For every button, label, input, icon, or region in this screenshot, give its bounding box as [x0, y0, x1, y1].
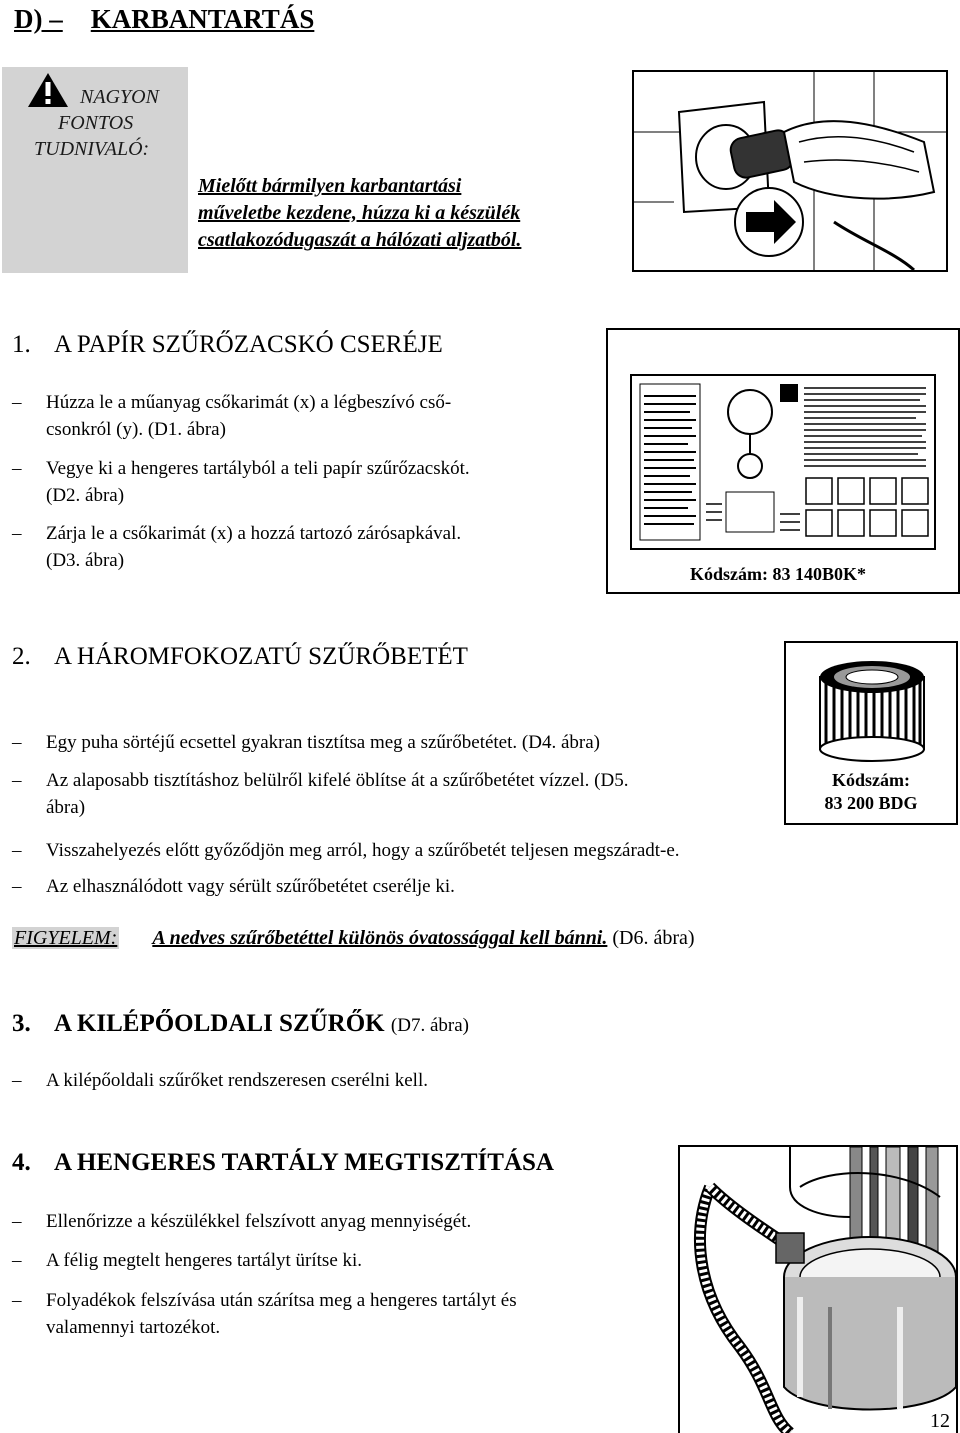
product-code: Kódszám: 83 140B0K*: [690, 564, 867, 584]
attention-line: [12, 927, 695, 950]
list-item: – Visszahelyezés előtt győződjön meg arról, hogy a szűrőbetét teljesen megszáradt-e.: [12, 837, 680, 864]
section-number: 3.: [12, 1010, 31, 1037]
attention-ref: (D6. ábra): [612, 927, 695, 949]
filter-cartridge-figure: [784, 641, 958, 825]
list-item: – A félig megtelt hengeres tartályt ürítse ki.: [12, 1247, 362, 1274]
list-item-line: Vegye ki a hengeres tartályból a teli papír szűrőzacskót.: [46, 458, 470, 479]
warning-triangle-icon: [26, 71, 70, 109]
section-1-heading: [12, 331, 443, 359]
heading-title: KARBANTARTÁS: [90, 4, 315, 34]
list-item-line: csonkról (y). (D1. ábra): [46, 419, 226, 440]
warning-body-line: Mielőtt bármilyen karbantartási: [198, 175, 462, 197]
tank-illustration: [678, 1145, 958, 1433]
vacuum-tank-icon: [680, 1147, 956, 1433]
warning-text: [188, 67, 598, 273]
warning-box: [2, 67, 188, 273]
warning-label-line: NAGYON: [80, 86, 159, 108]
section-number: 2.: [12, 643, 31, 670]
heading-letter: D) –: [14, 4, 63, 34]
section-ref: (D7. ábra): [390, 1015, 469, 1036]
warning-body-line: csatlakozódugaszát a hálózati aljzatból.: [198, 229, 522, 251]
list-item: – Az elhasználódott vagy sérült szűrőbetétet cserélje ki.: [12, 873, 455, 900]
section-3-heading: [12, 1010, 469, 1038]
list-item: – Húzza le a műanyag csőkarimát (x) a légbeszívó cső- csonkról (y). (D1. ábra): [12, 389, 451, 443]
warning-label-line: FONTOS: [58, 112, 134, 134]
list-item-line: Folyadékok felszívása után szárítsa meg a hengeres tartályt és: [46, 1290, 517, 1311]
filter-cartridge-icon: [812, 657, 932, 763]
list-item-line: (D2. ábra): [46, 485, 125, 506]
list-item-line: Az alaposabb tisztításhoz belülről kifelé öblítse át a szűrőbetétet vízzel. (D5.: [46, 770, 629, 791]
list-item-line: Ellenőrizze a készülékkel felszívott anyag mennyiségét.: [46, 1211, 472, 1232]
plug-socket-icon: [634, 72, 946, 270]
product-code-value: 83 200 BDG: [824, 793, 918, 813]
list-item-line: ábra): [46, 797, 86, 818]
list-item: – Az alaposabb tisztításhoz belülről kifelé öblítse át a szűrőbetétet vízzel. (D5. ábra): [12, 767, 628, 821]
list-item: – Vegye ki a hengeres tartályból a teli papír szűrőzacskót. (D2. ábra): [12, 455, 470, 509]
warning-body-line: műveletbe kezdene, húzza ki a készülék: [198, 202, 521, 224]
section-title: A HÁROMFOKOZATÚ SZŰRŐBETÉT: [54, 643, 468, 670]
list-item-line: Zárja le a csőkarimát (x) a hozzá tartozó zárósapkával.: [46, 523, 462, 544]
page-heading: [14, 4, 314, 35]
section-number: 1.: [12, 331, 31, 358]
section-2-heading: [12, 643, 468, 671]
list-item: – Ellenőrizze a készülékkel felszívott anyag mennyiségét.: [12, 1208, 471, 1235]
filter-bag-figure: [606, 328, 960, 594]
unplug-illustration: [632, 70, 948, 272]
section-4-heading: [12, 1149, 554, 1177]
attention-label: FIGYELEM:: [14, 927, 118, 949]
filter-bag-icon: [630, 374, 936, 550]
product-code-label: Kódszám:: [832, 770, 910, 790]
list-item-line: A kilépőoldali szűrőket rendszeresen cserélni kell.: [46, 1070, 428, 1091]
list-item-line: Egy puha sörtéjű ecsettel gyakran tisztítsa meg a szűrőbetétet. (D4. ábra): [46, 732, 600, 753]
list-item-line: (D3. ábra): [46, 550, 125, 571]
section-title: A PAPÍR SZŰRŐZACSKÓ CSERÉJE: [54, 331, 443, 358]
list-item-line: Az elhasználódott vagy sérült szűrőbetétet cserélje ki.: [46, 876, 455, 897]
list-item-line: Visszahelyezés előtt győződjön meg arról, hogy a szűrőbetét teljesen megszáradt-e.: [46, 840, 680, 861]
section-title: A HENGERES TARTÁLY MEGTISZTÍTÁSA: [54, 1149, 554, 1176]
section-number: 4.: [12, 1149, 31, 1176]
list-item: – A kilépőoldali szűrőket rendszeresen cserélni kell.: [12, 1067, 428, 1094]
list-item: – Folyadékok felszívása után szárítsa meg a hengeres tartályt és valamennyi tartozékot.: [12, 1287, 517, 1341]
list-item-line: A félig megtelt hengeres tartályt ürítse ki.: [46, 1250, 363, 1271]
page-number: 12: [930, 1410, 950, 1432]
list-item-line: valamennyi tartozékot.: [46, 1317, 221, 1338]
warning-label-line: TUDNIVALÓ:: [34, 138, 150, 160]
list-item: – Zárja le a csőkarimát (x) a hozzá tartozó zárósapkával. (D3. ábra): [12, 520, 461, 574]
attention-text: A nedves szűrőbetéttel különös óvatossággal kell bánni.: [152, 927, 608, 949]
list-item: – Egy puha sörtéjű ecsettel gyakran tisztítsa meg a szűrőbetétet. (D4. ábra): [12, 729, 600, 756]
list-item-line: Húzza le a műanyag csőkarimát (x) a légbeszívó cső-: [46, 392, 452, 413]
section-title: A KILÉPŐOLDALI SZŰRŐK: [54, 1010, 385, 1037]
